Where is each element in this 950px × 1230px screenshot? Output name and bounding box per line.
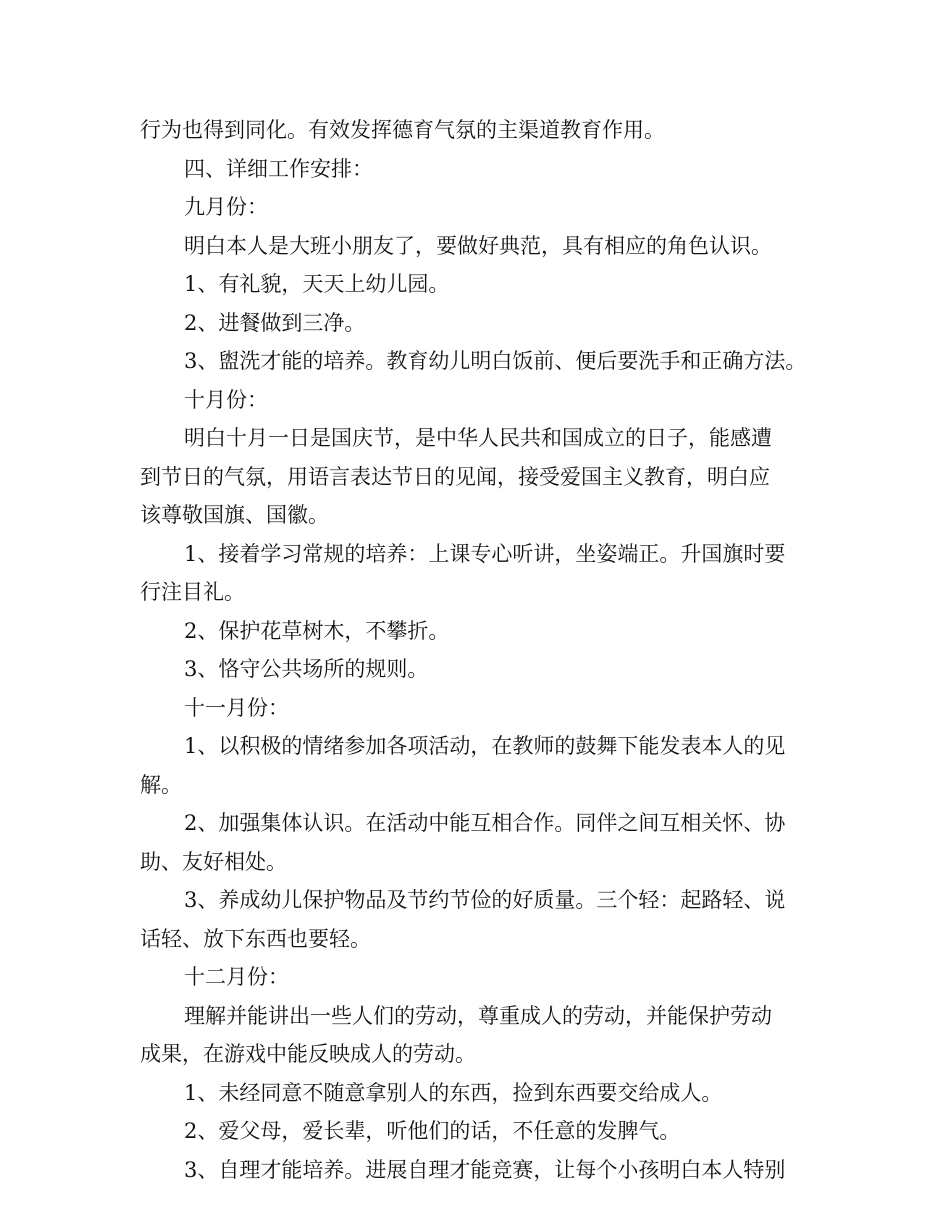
text-line: 明白本人是大班小朋友了，要做好典范，具有相应的角色认识。 <box>184 233 772 258</box>
text-line: 话轻、放下东西也要轻。 <box>140 926 371 951</box>
text-line: 理解并能讲出一些人们的劳动，尊重成人的劳动，并能保护劳动 <box>184 1003 772 1028</box>
document-body <box>140 111 814 1189</box>
month-heading: 十二月份： <box>184 965 289 989</box>
list-item: 1、接着学习常规的培养：上课专心听讲，坐姿端正。升国旗时要 <box>184 541 786 566</box>
list-item: 3、恪守公共场所的规则。 <box>184 657 429 681</box>
text-line: 成果，在游戏中能反映成人的劳动。 <box>140 1042 476 1066</box>
month-heading: 十月份： <box>184 387 268 412</box>
list-item: 2、加强集体认识。在活动中能互相合作。同伴之间互相关怀、协 <box>184 811 786 835</box>
month-heading: 十一月份： <box>184 695 289 720</box>
section-heading: 四、详细工作安排： <box>184 156 373 181</box>
list-item: 1、未经同意不随意拿别人的东西，捡到东西要交给成人。 <box>184 1080 723 1105</box>
list-item: 3、养成幼儿保护物品及节约节俭的好质量。三个轻：起路轻、说 <box>184 888 786 912</box>
list-item: 1、有礼貌，天天上幼儿园。 <box>184 272 450 296</box>
text-line: 行为也得到同化。有效发挥德育气氛的主渠道教育作用。 <box>140 118 665 142</box>
month-heading: 九月份： <box>184 195 268 219</box>
text-line: 行注目礼。 <box>140 580 245 604</box>
text-line: 解。 <box>140 772 182 797</box>
text-line: 到节日的气氛，用语言表达节日的见闻，接受爱国主义教育，明白应 <box>140 464 770 489</box>
list-item: 2、保护花草树木，不攀折。 <box>184 618 450 643</box>
list-item: 3、盥洗才能的培养。教育幼儿明白饭前、便后要洗手和正确方法。 <box>184 349 807 373</box>
text-line: 明白十月一日是国庆节，是中华人民共和国成立的日子，能感遭 <box>184 426 772 450</box>
list-item: 2、爱父母，爱长辈，听他们的话，不任意的发脾气。 <box>184 1119 681 1143</box>
text-line: 助、友好相处。 <box>140 849 287 874</box>
list-item: 1、以积极的情绪参加各项活动，在教师的鼓舞下能发表本人的见 <box>184 734 786 758</box>
list-item: 2、进餐做到三净。 <box>184 310 366 335</box>
list-item: 3、自理才能培养。进展自理才能竞赛，让每个小孩明白本人特别 <box>184 1157 786 1182</box>
text-line: 该尊敬国旗、国徽。 <box>140 503 329 527</box>
